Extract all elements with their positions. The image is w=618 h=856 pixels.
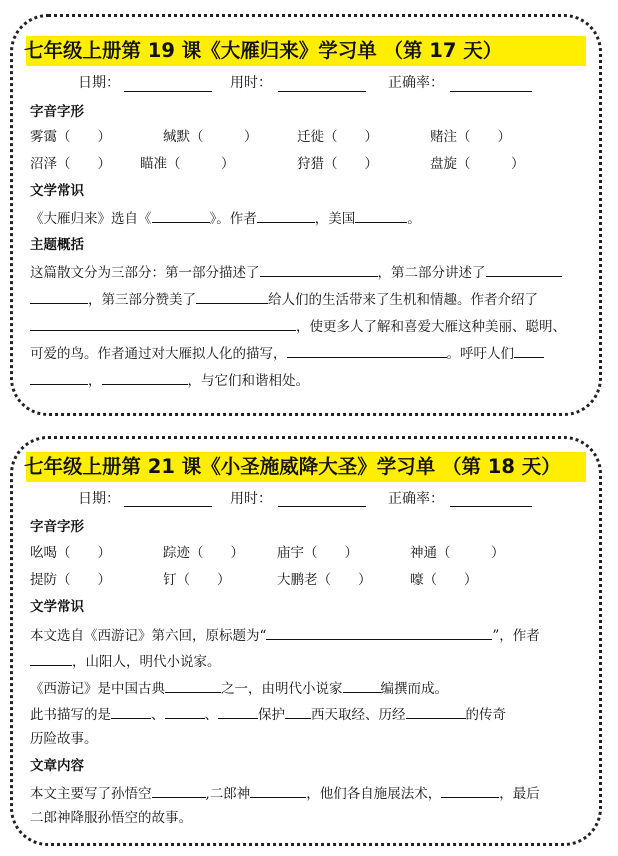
section-heading: 字音字形 [30,519,84,535]
theme-line: 这篇散文分为三部分：第一部分描述了 ，第二部分讲述了 [30,261,562,283]
word-item: 嚎（ ） [410,572,478,588]
answer-blank[interactable] [165,677,221,693]
word-item: 雾霭（ ） [30,129,111,145]
answer-blank[interactable] [165,703,205,719]
word-item: 狩猎（ ） [297,156,378,172]
word-item: 提防（ ） [30,572,111,588]
section-heading: 文学常识 [30,183,84,199]
answer-blank[interactable] [102,369,188,385]
answer-blank[interactable] [257,207,315,223]
section-heading: 主题概括 [30,237,84,253]
accuracy-label: 正确率： [388,75,444,91]
answer-blank[interactable] [30,288,88,304]
word-item: 踪迹（ ） [163,545,244,561]
time-label: 用时： [230,75,272,91]
answer-blank[interactable] [266,624,492,640]
answer-blank[interactable] [111,703,151,719]
word-item: 大鹏老（ ） [277,572,372,588]
answer-blank[interactable] [343,677,381,693]
word-item: 瞄准（ ） [140,156,235,172]
answer-blank[interactable] [30,650,72,666]
time-field[interactable] [278,90,366,92]
sheet-title: 七年级上册第 19 课《大雁归来》学习单 （第 17 天） [24,39,503,62]
theme-line: 可爱的鸟。作者通过对大雁拟人化的描写， 。呼吁人们 [30,342,544,364]
answer-blank[interactable] [441,782,499,798]
answer-blank[interactable] [355,207,407,223]
literature-line: ，山阳人，明代小说家。 [30,650,221,672]
word-item: 赌注（ ） [430,129,511,145]
answer-blank[interactable] [152,207,210,223]
word-item: 缄默（ ） [163,129,258,145]
time-field[interactable] [278,505,366,507]
answer-blank[interactable] [250,782,306,798]
answer-blank[interactable] [30,369,88,385]
answer-blank[interactable] [260,261,378,277]
date-field[interactable] [124,505,212,507]
time-label: 用时： [230,491,272,507]
word-item: 庙宇（ ） [277,545,358,561]
answer-blank[interactable] [30,315,296,331]
literature-line: 《大雁归来》选自《 》。作者 ，美国 。 [30,207,421,229]
literature-line: 此书描写的是 、 、 保护 西天取经、历经 的传奇 [30,703,506,725]
answer-blank[interactable] [218,703,258,719]
answer-blank[interactable] [285,703,311,719]
accuracy-field[interactable] [450,90,532,92]
sheet-title: 七年级上册第 21 课《小圣施威降大圣》学习单 （第 18 天） [24,455,561,478]
word-item: 沼泽（ ） [30,156,111,172]
literature-line: 《西游记》是中国古典 之一，由明代小说家 编撰而成。 [30,677,448,699]
word-item: 盘旋（ ） [430,156,525,172]
date-label: 日期： [78,491,120,507]
section-heading: 字音字形 [30,104,84,120]
answer-blank[interactable] [152,782,206,798]
literature-line: 历险故事。 [30,731,98,747]
answer-blank[interactable] [486,261,562,277]
word-item: 吆喝（ ） [30,545,111,561]
section-heading: 文学常识 [30,599,84,615]
section-heading: 文章内容 [30,758,84,774]
answer-blank[interactable] [406,703,466,719]
accuracy-field[interactable] [450,505,532,507]
theme-line: ，第三部分赞美了 给人们的生活带来了生机和情趣。作者介绍了 [30,288,538,310]
answer-blank[interactable] [514,342,544,358]
word-item: 神通（ ） [410,545,505,561]
word-item: 钉（ ） [163,572,231,588]
content-line: 二郎神降服孙悟空的故事。 [30,810,192,826]
date-label: 日期： [78,75,120,91]
answer-blank[interactable] [196,288,268,304]
content-line: 本文主要写了孙悟空 ,二郎神 ，他们各自施展法术， ，最后 [30,782,540,804]
word-item: 迁徙（ ） [297,129,378,145]
literature-line: 本文选自《西游记》第六回，原标题为“ ”，作者 [30,624,540,646]
theme-line: ，使更多人了解和喜爱大雁这种美丽、聪明、 [30,315,566,337]
date-field[interactable] [124,90,212,92]
theme-line: ， ，与它们和谐相处。 [30,369,309,391]
answer-blank[interactable] [287,342,447,358]
accuracy-label: 正确率： [388,491,444,507]
